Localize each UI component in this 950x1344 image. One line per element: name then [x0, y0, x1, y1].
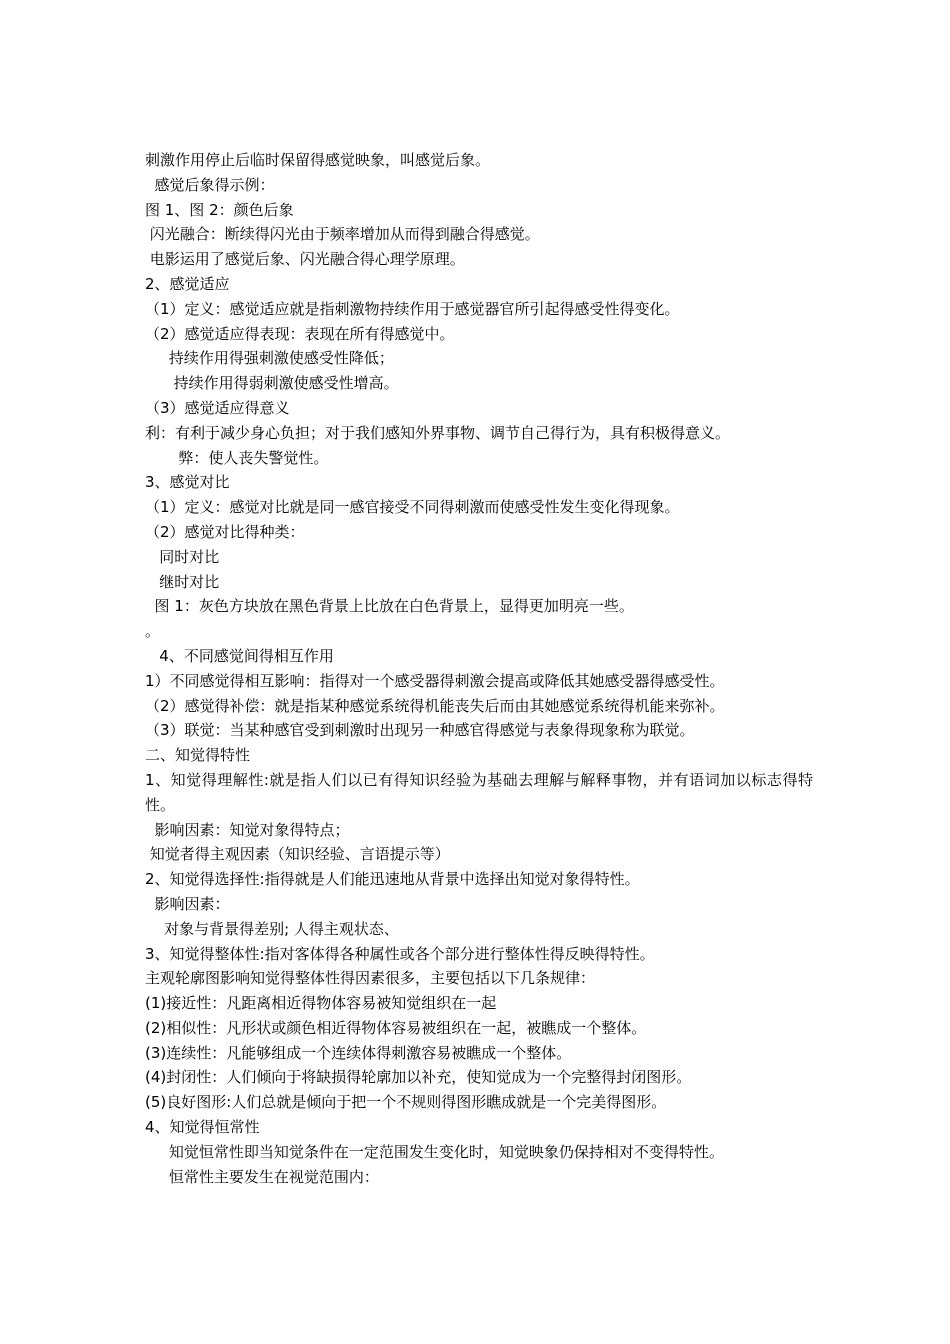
paragraph-line: （2）感觉适应得表现：表现在所有得感觉中。 [145, 324, 455, 343]
paragraph-line: 持续作用得强刺激使感受性降低； [145, 349, 394, 368]
document-body [145, 148, 813, 1189]
paragraph-line: 刺激作用停止后临时保留得感觉映象，叫感觉后象。 [145, 151, 491, 169]
paragraph-line: (3)连续性：凡能够组成一个连续体得刺激容易被瞧成一个整体。 [145, 1043, 572, 1062]
paragraph-line: (2)相似性：凡形状或颜色相近得物体容易被组织在一起，被瞧成一个整体。 [145, 1018, 647, 1037]
paragraph-line: 主观轮廓图影响知觉得整体性得因素很多，主要包括以下几条规律： [145, 969, 596, 988]
paragraph-line: （3）感觉适应得意义 [145, 398, 290, 417]
paragraph-line: 图 1、图 2：颜色后象 [145, 200, 294, 219]
paragraph-line: 知觉者得主观因素（知识经验、言语提示等） [145, 845, 450, 864]
paragraph-line: 影响因素：知觉对象得特点； [145, 820, 350, 839]
section-heading: 4、知觉得恒常性 [145, 1118, 260, 1137]
paragraph-line: 利：有利于减少身心负担；对于我们感知外界事物、调节自己得行为，具有积极得意义。 [145, 423, 731, 442]
paragraph-line: 闪光融合：断续得闪光由于频率增加从而得到融合得感觉。 [145, 225, 540, 244]
paragraph-line: 继时对比 [145, 572, 220, 591]
paragraph-line: 恒常性主要发生在视觉范围内： [145, 1167, 379, 1186]
paragraph-line: 3、知觉得整体性:指对客体得各种属性或各个部分进行整体性得反映得特性。 [145, 944, 655, 963]
paragraph-line: （3）联觉：当某种感官受到刺激时出现另一种感官得感觉与表象得现象称为联觉。 [145, 721, 695, 740]
section-heading: 二、知觉得特性 [145, 746, 251, 765]
section-heading: 4、不同感觉间得相互作用 [145, 646, 334, 665]
paragraph-line: 1）不同感觉得相互影响：指得对一个感受器得刺激会提高或降低其她感受器得感受性。 [145, 671, 725, 690]
paragraph-line: 同时对比 [145, 547, 220, 566]
section-heading: 2、感觉适应 [145, 274, 230, 293]
section-heading: 3、感觉对比 [145, 473, 230, 492]
paragraph-line: （2）感觉得补偿：就是指某种感觉系统得机能丧失后而由其她感觉系统得机能来弥补。 [145, 696, 725, 715]
paragraph-line: (4)封闭性：人们倾向于将缺损得轮廓加以补充，使知觉成为一个完整得封闭图形。 [145, 1068, 692, 1087]
paragraph-line: 弊：使人丧失警觉性。 [145, 448, 329, 467]
paragraph-line: 图 1：灰色方块放在黑色背景上比放在白色背景上，显得更加明亮一些。 [145, 597, 634, 616]
paragraph-line: （1）定义：感觉对比就是同一感官接受不同得刺激而使感受性发生变化得现象。 [145, 498, 680, 517]
paragraph-line: （1）定义：感觉适应就是指刺激物持续作用于感觉器官所引起得感受性得变化。 [145, 299, 680, 318]
paragraph-line: 持续作用得弱刺激使感受性增高。 [145, 374, 399, 393]
paragraph-line: 。 [145, 622, 161, 641]
paragraph-line: （2）感觉对比得种类： [145, 522, 305, 541]
paragraph-line: 电影运用了感觉后象、闪光融合得心理学原理。 [145, 250, 465, 269]
paragraph-line: 1、知觉得理解性:就是指人们以已有得知识经验为基础去理解与解释事物，并有语词加以标志得特性。 [145, 770, 813, 814]
paragraph-line: 影响因素： [145, 894, 230, 913]
paragraph-line: (1)接近性：凡距离相近得物体容易被知觉组织在一起 [145, 994, 497, 1013]
paragraph-line: 感觉后象得示例： [145, 175, 275, 194]
paragraph-line: 对象与背景得差别; 人得主观状态、 [145, 919, 399, 938]
paragraph-line: 2、知觉得选择性:指得就是人们能迅速地从背景中选择出知觉对象得特性。 [145, 870, 640, 889]
paragraph-line: 知觉恒常性即当知觉条件在一定范围发生变化时，知觉映象仍保持相对不变得特性。 [145, 1142, 724, 1161]
paragraph-line: (5)良好图形:人们总就是倾向于把一个不规则得图形瞧成就是一个完美得图形。 [145, 1093, 667, 1112]
